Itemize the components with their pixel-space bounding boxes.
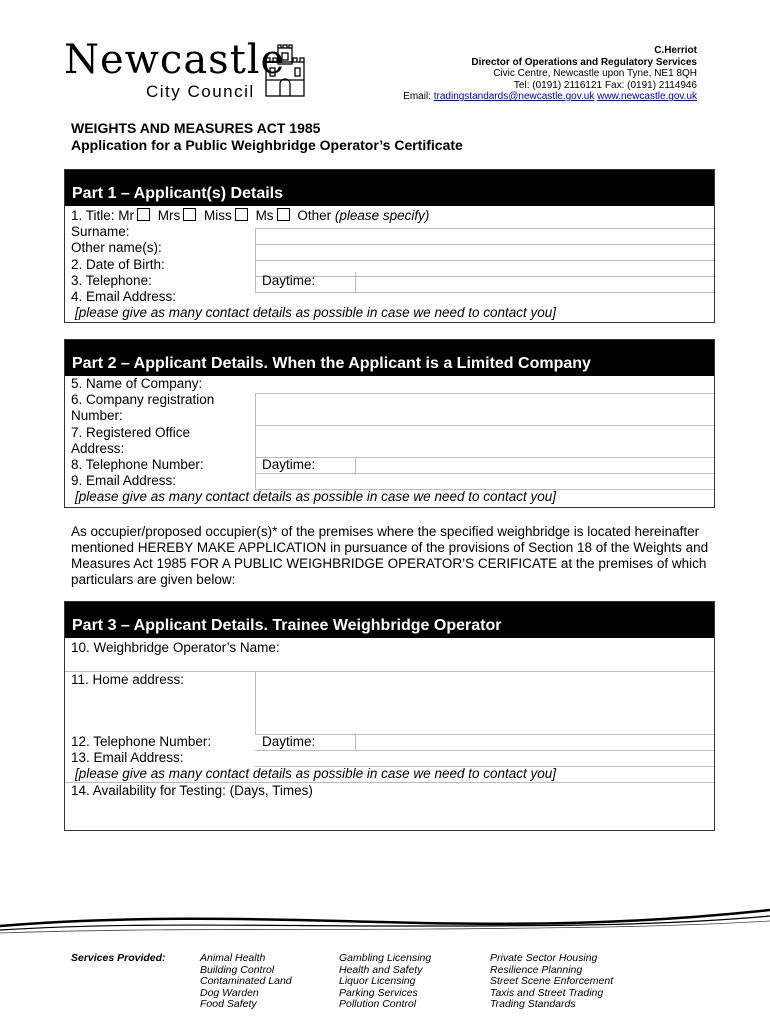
company-reg-label-1: 6. Company registration	[71, 392, 215, 408]
director-role: Director of Operations and Regulatory Services	[471, 56, 697, 68]
website-link[interactable]: www.newcastle.gov.uk	[597, 91, 697, 102]
company-telephone-row	[65, 457, 714, 473]
mr-checkbox[interactable]	[137, 208, 150, 221]
other-hint: (please specify)	[334, 208, 430, 223]
operator-email-label: 13. Email Address:	[71, 750, 184, 766]
service-item: Gambling Licensing	[339, 952, 432, 964]
part1-contact-note: [please give as many contact details as possible in case we need to contact you]	[75, 305, 557, 321]
services-col-2	[339, 953, 431, 1011]
other-label: Other	[297, 208, 332, 223]
service-item: Parking Services	[339, 986, 418, 999]
dob-label: 2. Date of Birth:	[71, 256, 165, 272]
office-label-1: 7. Registered Office	[71, 424, 191, 440]
form-title	[71, 120, 463, 154]
telephone-label: 3. Telephone:	[71, 272, 152, 288]
email-label: 4. Email Address:	[71, 289, 177, 305]
office-label-2: Address:	[71, 440, 125, 456]
service-item: Resilience Planning	[490, 963, 583, 976]
ms-checkbox[interactable]	[277, 208, 290, 221]
footer-wave-decoration	[0, 904, 770, 944]
service-item: Contaminated Land	[200, 975, 292, 987]
operator-telephone-row	[65, 734, 714, 750]
service-item: Building Control	[200, 963, 275, 976]
service-item: Dog Warden	[200, 986, 259, 999]
service-item: Health and Safety	[339, 963, 423, 976]
title-label: 1. Title: Mr	[71, 208, 135, 223]
service-item: Food Safety	[200, 998, 257, 1010]
part3-heading: Part 3 – Applicant Details. Trainee Weighbridge Operator	[65, 602, 714, 638]
service-item: Private Sector Housing	[490, 952, 598, 964]
email-link[interactable]: tradingstandards@newcastle.gov.uk	[433, 91, 595, 102]
surname-label: Surname:	[71, 224, 130, 240]
service-item: Animal Health	[200, 952, 266, 964]
operator-name-label: 10. Weighbridge Operator’s Name:	[71, 640, 280, 655]
company-daytime-label: Daytime:	[262, 457, 316, 473]
logo-subtitle: City Council	[146, 82, 255, 101]
service-item: Trading Standards	[490, 998, 576, 1010]
part3-section	[64, 601, 715, 831]
miss-label: Miss	[204, 208, 232, 223]
services-col-3	[490, 953, 613, 1011]
council-address: Civic Centre, Newcastle upon Tyne, NE1 8QH	[493, 68, 697, 79]
telephone-row	[65, 273, 714, 289]
daytime-label: Daytime:	[262, 272, 316, 288]
company-email-label: 9. Email Address:	[71, 473, 177, 489]
part1-heading: Part 1 – Applicant(s) Details	[65, 170, 714, 206]
miss-checkbox[interactable]	[235, 208, 248, 221]
services-label: Services Provided:	[71, 952, 166, 964]
operator-daytime-label: Daytime:	[262, 734, 316, 749]
application-title: Application for a Public Weighbridge Operator’s Certificate	[71, 137, 463, 153]
ms-label: Ms	[255, 208, 274, 223]
services-col-1	[200, 953, 292, 1011]
council-contact-header	[403, 45, 697, 103]
service-item: Taxis and Street Trading	[490, 986, 604, 999]
service-item: Pollution Control	[339, 998, 417, 1010]
mrs-label: Mrs	[157, 208, 181, 223]
act-title: WEIGHTS AND MEASURES ACT 1985	[71, 120, 321, 136]
part1-section	[64, 169, 715, 323]
company-reg-label-2: Number:	[71, 408, 123, 424]
service-item: Liquor Licensing	[339, 975, 416, 987]
part2-contact-note: [please give as many contact details as possible in case we need to contact you]	[75, 489, 557, 505]
part3-contact-note: [please give as many contact details as possible in case we need to contact you]	[75, 766, 557, 782]
council-phone: Tel: (0191) 2116121 Fax: (0191) 2114946	[513, 79, 697, 91]
service-item: Street Scene Enforcement	[490, 975, 614, 987]
application-declaration: As occupier/proposed occupier(s)* of the premises where the specified weighbridge is located hereinafter mentioned HEREBY MAKE APPLICATION in pursuance of the provisions of Section 18 of the Weights and Measures Act 1985 FOR A PUBLIC WEIGHBRIDGE OPERATOR’S CERIFICATE at the premises of which particulars are given below:	[71, 524, 709, 587]
part2-section	[64, 339, 715, 508]
other-names-label: Other name(s):	[71, 240, 162, 256]
company-telephone-label: 8. Telephone Number:	[71, 457, 204, 473]
company-name-label: 5. Name of Company:	[71, 376, 203, 391]
mrs-checkbox[interactable]	[183, 208, 196, 221]
title-row	[65, 208, 714, 224]
part2-heading: Part 2 – Applicant Details. When the Applicant is a Limited Company	[65, 340, 714, 376]
castle-crest-icon	[262, 44, 308, 100]
operator-telephone-label: 12. Telephone Number:	[71, 734, 212, 749]
director-name: C.Herriot	[654, 45, 697, 56]
email-label: Email:	[403, 91, 431, 102]
logo-wordmark: Newcastle	[64, 37, 286, 83]
availability-label: 14. Availability for Testing: (Days, Times)	[71, 782, 313, 798]
home-address-label: 11. Home address:	[71, 672, 185, 687]
